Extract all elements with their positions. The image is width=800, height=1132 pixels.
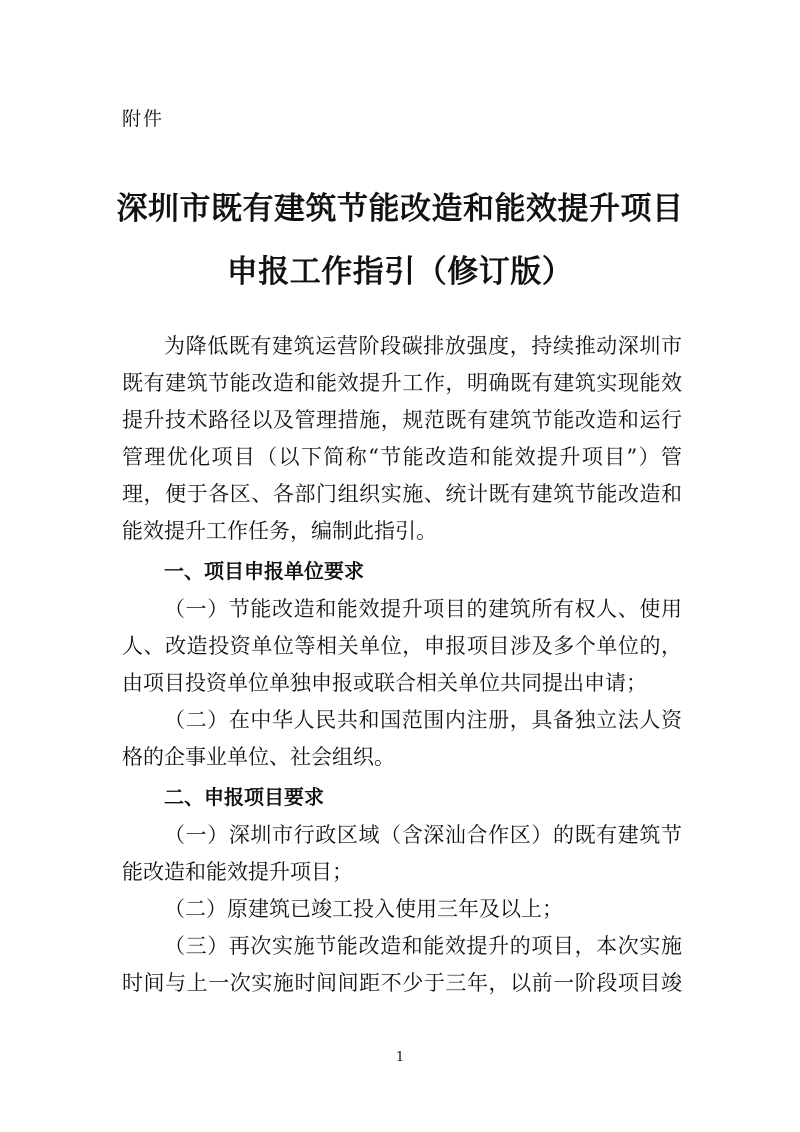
intro-paragraph-line: 能效提升工作任务，编制此指引。 <box>122 519 437 543</box>
intro-paragraph-line: 为降低既有建筑运营阶段碳排放强度，持续推动深圳市 <box>164 334 682 358</box>
intro-paragraph-line: 既有建筑节能改造和能效提升工作，明确既有建筑实现能效 <box>122 371 682 395</box>
section2-item1-line: （一）深圳市行政区域（含深汕合作区）的既有建筑节 <box>164 823 682 847</box>
document-title-line-2: 申报工作指引（修订版） <box>226 254 574 290</box>
intro-paragraph-line: 提升技术路径以及管理措施，规范既有建筑节能改造和运行 <box>122 408 682 432</box>
section2-item1-line: 能改造和能效提升项目； <box>122 860 353 884</box>
section-heading-2: 二、申报项目要求 <box>164 785 324 809</box>
section1-item1-line: （一）节能改造和能效提升项目的建筑所有权人、使用 <box>164 597 682 621</box>
section2-item3-line: （三）再次实施节能改造和能效提升的项目，本次实施 <box>164 934 682 958</box>
section1-item2-line: （二）在中华人民共和国范围内注册，具备独立法人资 <box>164 708 682 732</box>
section1-item2-line: 格的企事业单位、社会组织。 <box>122 745 395 769</box>
section2-item3-line: 时间与上一次实施时间间距不少于三年，以前一阶段项目竣 <box>122 971 682 995</box>
document-title-line-1: 深圳市既有建筑节能改造和能效提升项目 <box>116 191 684 227</box>
section1-item1-line: 人、改造投资单位等相关单位，申报项目涉及多个单位的， <box>122 634 682 658</box>
page-number: 1 <box>395 1050 405 1065</box>
section2-item2-line: （二）原建筑已竣工投入使用三年及以上； <box>164 897 563 921</box>
section1-item1-line: 由项目投资单位单独申报或联合相关单位共同提出申请； <box>122 671 647 695</box>
section-heading-1: 一、项目申报单位要求 <box>164 559 364 583</box>
intro-paragraph-line: 管理优化项目（以下简称“节能改造和能效提升项目”）管 <box>122 445 682 469</box>
intro-paragraph-line: 理，便于各区、各部门组织实施、统计既有建筑节能改造和 <box>122 482 682 506</box>
attachment-label: 附件 <box>122 108 165 130</box>
